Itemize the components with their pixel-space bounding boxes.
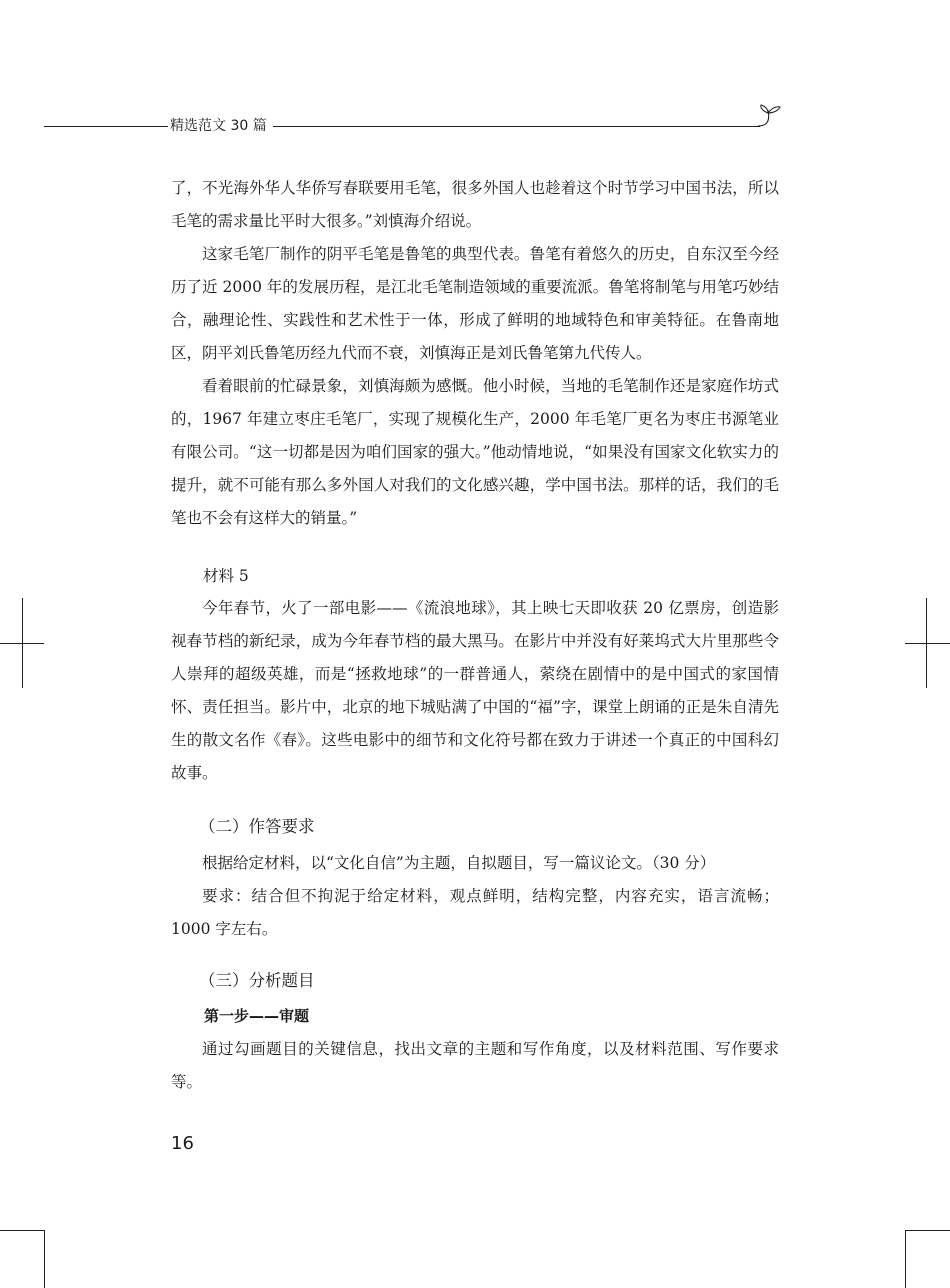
crop-mark <box>0 1230 44 1231</box>
header-rule <box>44 126 760 127</box>
paragraph-wandering-earth: 今年春节，火了一部电影——《流浪地球》，其上映七天即收获 20 亿票房，创造影视春节档的新纪录，成为今年春节档的最大黑马。在影片中并没有好莱坞式大片里那些令人崇拜的超级英雄，而是“拯救地球”的一群普通人，萦绕在剧情中的是中国式的家国情怀、责任担当。影片中，北京的地下城贴满了中国的“福”字，课堂上朗诵的正是朱自清先生的散文名作《春》。这些电影中的细节和文化符号都在致力于讲述一个真正的中国科幻故事。 <box>171 599 779 782</box>
material-5-label: 材料 5 <box>203 567 249 585</box>
section-2-requirements: 要求：结合但不拘泥于给定材料，观点鲜明，结构完整，内容充实，语言流畅；1000 字左右。 <box>171 887 779 938</box>
paragraph-liu-shenhai: 看着眼前的忙碌景象，刘慎海颇为感慨。他小时候，当地的毛笔制作还是家庭作坊式的，1967 年建立枣庄毛笔厂，实现了规模化生产，2000 年毛笔厂更名为枣庄书源笔业有限公司。“这一切都是因为咱们国家的强大。”他动情地说，“如果没有国家文化软实力的提升，就不可能有那么多外国人对我们的文化感兴趣，学中国书法。那样的话，我们的毛笔也不会有这样大的销量。” <box>171 377 779 527</box>
crop-mark <box>0 643 44 644</box>
section-2-task: 根据给定材料，以“文化自信”为主题，自拟题目，写一篇议论文。（30 分） <box>202 854 716 872</box>
section-3-heading: （三）分析题目 <box>199 971 315 990</box>
section-3-paragraph: 通过勾画题目的关键信息，找出文章的主题和写作角度，以及材料范围、写作要求等。 <box>171 1040 779 1091</box>
crop-mark <box>905 643 950 644</box>
paragraph-lubi-history: 这家毛笔厂制作的阴平毛笔是鲁笔的典型代表。鲁笔有着悠久的历史，自东汉至今经历了近 2000 年的发展历程，是江北毛笔制造领域的重要流派。鲁笔将制笔与用笔巧妙结合，融理论性、实践性和艺术性于一体，形成了鲜明的地域特色和审美特征。在鲁南地区，阴平刘氏鲁笔历经九代而不衰，刘慎海正是刘氏鲁笔第九代传人。 <box>171 245 779 362</box>
section-2-heading: （二）作答要求 <box>199 817 315 836</box>
crop-mark <box>44 1230 45 1288</box>
crop-mark <box>905 1230 950 1231</box>
page-number: 16 <box>171 1133 194 1154</box>
sprout-ornament-icon <box>752 104 782 130</box>
running-header: 精选范文 30 篇 <box>168 117 273 135</box>
crop-mark <box>905 1230 906 1288</box>
paragraph-continued: 了，不光海外华人华侨写春联要用毛笔，很多外国人也趁着这个时节学习中国书法，所以毛笔的需求量比平时大很多。”刘慎海介绍说。 <box>171 179 779 230</box>
step-1-heading: 第一步——审题 <box>204 1007 310 1025</box>
